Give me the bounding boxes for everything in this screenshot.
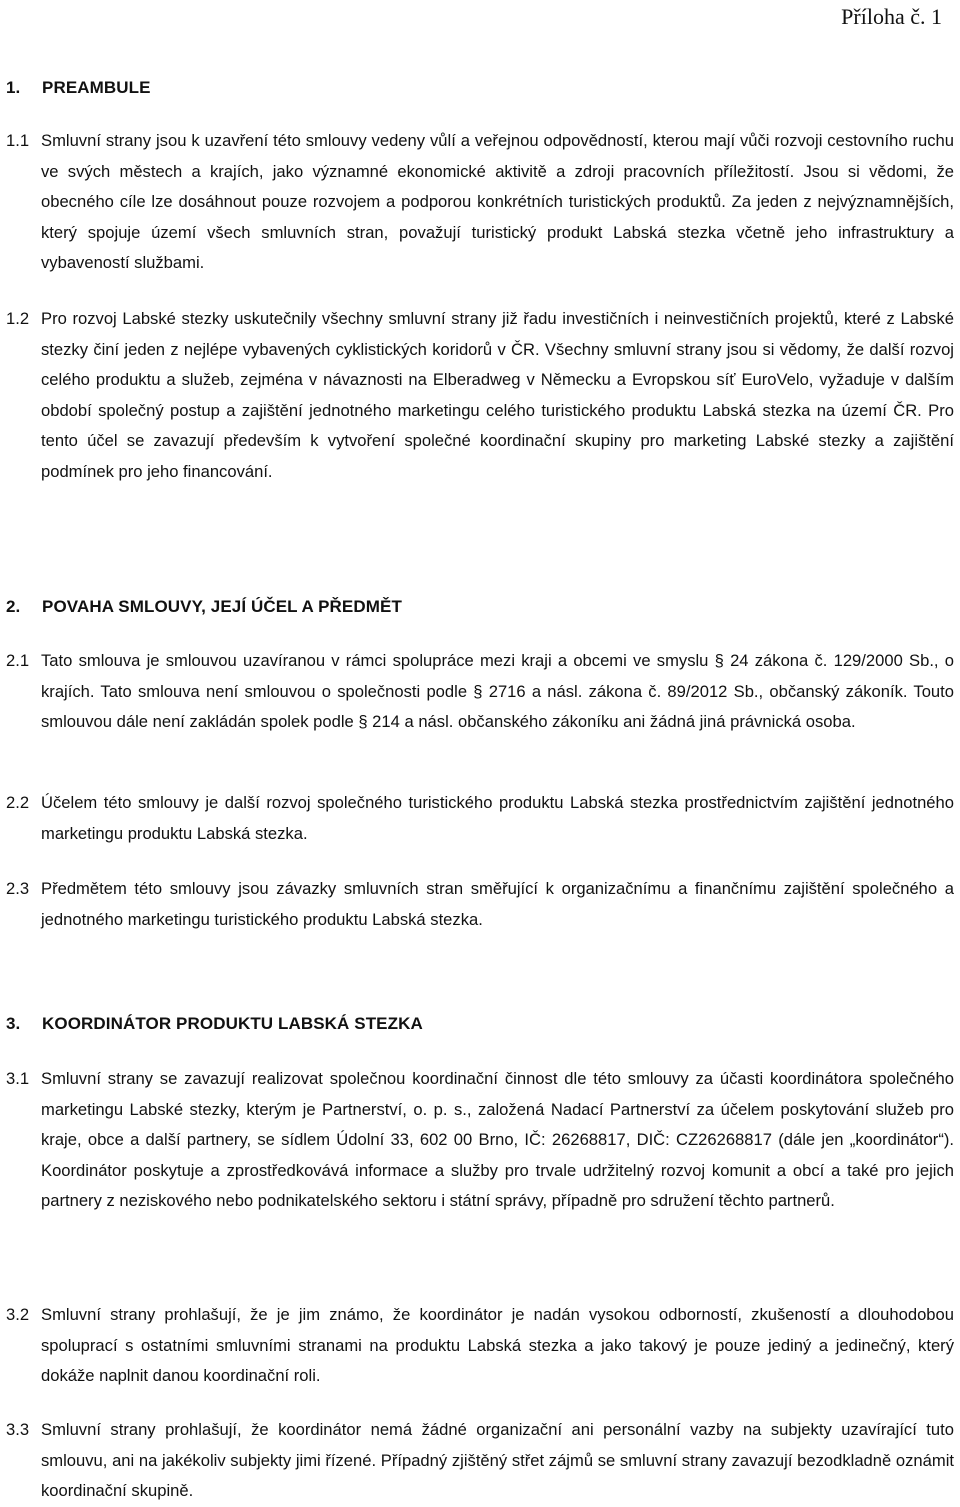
section-heading-2 — [6, 597, 402, 617]
paragraph-3-3 — [6, 1415, 954, 1507]
paragraph-number: 2.1 — [6, 651, 30, 670]
paragraph-number: 2.2 — [6, 793, 30, 812]
paragraph-text: Smluvní strany prohlašují, že koordinátor nemá žádné organizační ani personální vazby na subjekty uzavírající tuto smlouvu, ani na jakékoliv subjekty jimi řízené. Případný zjištěný střet zájmů se smluvní strany zavazují bezodkladně oznámit koordinační skupině. — [41, 1420, 954, 1501]
section-title: PREAMBULE — [42, 78, 151, 97]
paragraph-3-1 — [6, 1064, 954, 1217]
section-number: 2. — [6, 597, 21, 616]
paragraph-text: Smluvní strany se zavazují realizovat společnou koordinační činnost dle této smlouvy za účasti koordinátora společného marketingu Labské stezky, kterým je Partnerství, o. p. s., založená Nadací Partnerství za účelem poskytování služeb pro kraje, obce a další partnery, se sídlem Údolní 33, 602 00 Brno, IČ: 26268817, DIČ: CZ26268817 (dále jen „koordinátor“). Koordinátor poskytuje a zprostředkovává informace a služby pro trvale udržitelný rozvoj komunit a obcí a také pro jejich partnery z neziskového nebo podnikatelského sektoru i státní správy, případně pro sdružení těchto partnerů. — [41, 1069, 954, 1211]
section-number: 3. — [6, 1014, 21, 1033]
paragraph-text: Pro rozvoj Labské stezky uskutečnily všechny smluvní strany již řadu investičních i neinvestičních projektů, které z Labské stezky činí jeden z nejlépe vybavených cyklistických koridorů v ČR. Všechny smluvní strany jsou si vědomy, že další rozvoj celého produktu a služeb, zejména v návaznosti na Elberadweg v Německu a Evropskou síť EuroVelo, vyžaduje v dalším období společný postup a zajištění jednotného marketingu celého turistického produktu Labská stezka na území ČR. Pro tento účel se zavazují především k vytvoření společné koordinační skupiny pro marketing Labské stezky a zajištění podmínek pro jeho financování. — [41, 309, 954, 481]
paragraph-1-1 — [6, 126, 954, 279]
paragraph-number: 3.1 — [6, 1069, 30, 1088]
paragraph-2-3 — [6, 874, 954, 935]
paragraph-text: Předmětem této smlouvy jsou závazky smluvních stran směřující k organizačnímu a finančnímu zajištění společného a jednotného marketingu turistického produktu Labská stezka. — [41, 879, 954, 929]
paragraph-number: 3.2 — [6, 1305, 30, 1324]
paragraph-3-2 — [6, 1300, 954, 1392]
section-title: KOORDINÁTOR PRODUKTU LABSKÁ STEZKA — [42, 1014, 423, 1033]
paragraph-text: Smluvní strany prohlašují, že je jim známo, že koordinátor je nadán vysokou odborností, zkušeností a dlouhodobou spoluprací s ostatními smluvními stranami na produktu Labská stezka a jako takový je pouze jediný a jedinečný, který dokáže naplnit danou koordinační roli. — [41, 1305, 954, 1386]
section-heading-1 — [6, 78, 151, 98]
section-number: 1. — [6, 78, 21, 97]
paragraph-number: 2.3 — [6, 879, 30, 898]
paragraph-1-2 — [6, 304, 954, 488]
paragraph-2-2 — [6, 788, 954, 849]
section-heading-3 — [6, 1014, 423, 1034]
paragraph-2-1 — [6, 646, 954, 738]
paragraph-text: Tato smlouva je smlouvou uzavíranou v rámci spolupráce mezi kraji a obcemi ve smyslu § 24 zákona č. 129/2000 Sb., o krajích. Tato smlouva není smlouvou o společnosti podle § 2716 a násl. zákona č. 89/2012 Sb., občanský zákoník. Touto smlouvou dále není zakládán spolek podle § 214 a násl. občanského zákoníku ani žádná jiná právnická osoba. — [41, 651, 954, 732]
section-title: POVAHA SMLOUVY, JEJÍ ÚČEL A PŘEDMĚT — [42, 597, 402, 616]
paragraph-number: 1.2 — [6, 309, 30, 328]
paragraph-text: Účelem této smlouvy je další rozvoj společného turistického produktu Labská stezka prostřednictvím zajištění jednotného marketingu produktu Labská stezka. — [41, 793, 954, 843]
annex-label: Příloha č. 1 — [841, 4, 942, 29]
paragraph-text: Smluvní strany jsou k uzavření této smlouvy vedeny vůlí a veřejnou odpovědností, kterou mají vůči rozvoji cestovního ruchu ve svých městech a krajích, jako významné ekonomické aktivitě a zdroji pracovních příležitostí. Jsou si vědomi, že obecného cíle lze dosáhnout pouze rozvojem a podporou konkrétních turistických produktů. Za jeden z nejvýznamnějších, který spojuje území všech smluvních stran, považují turistický produkt Labská stezka včetně jeho infrastruktury a vybaveností službami. — [41, 131, 954, 273]
paragraph-number: 3.3 — [6, 1420, 30, 1439]
paragraph-number: 1.1 — [6, 131, 30, 150]
